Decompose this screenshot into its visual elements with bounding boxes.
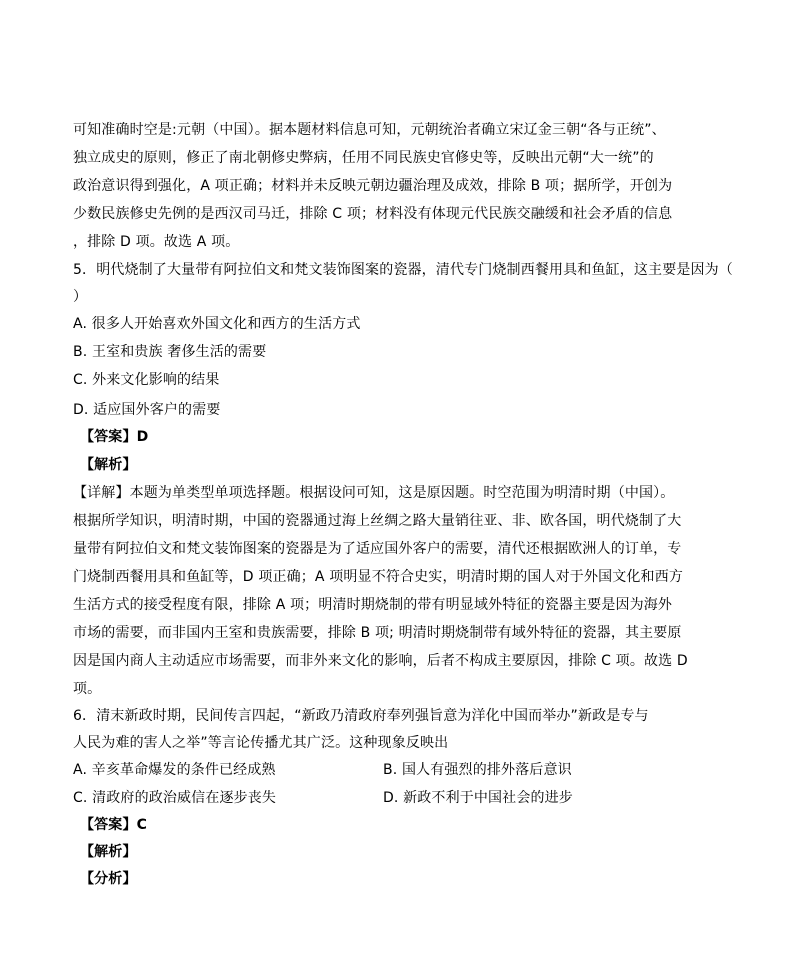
option-b: B. 王室和贵族 奢侈生活的需要: [73, 344, 267, 360]
detail-line: 根据所学知识，明清时期，中国的瓷器通过海上丝绸之路大量销往亚、非、欧各国，明代烧制了大: [73, 513, 682, 529]
option-d: D. 新政不利于中国社会的进步: [383, 790, 573, 806]
question-stem: 人民为难的害人之举”等言论传播尤其广泛。这种现象反映出: [73, 735, 449, 751]
detail-line: 门烧制西餐用具和鱼缸等，D 项正确；A 项明显不符合史实，明清时期的国人对于外国文化和西方: [73, 569, 684, 585]
fenxi-label: 【分析】: [80, 871, 137, 887]
detail-line: 市场的需要，而非国内王室和贵族需要，排除 B 项; 明清时期烧制带有域外特征的瓷器，其主要原: [73, 625, 682, 641]
answer-label: 【答案】D: [80, 429, 149, 445]
detail-line: 生活方式的接受程度有限，排除 A 项；明清时期烧制的带有明显域外特征的瓷器主要是因为海外: [73, 597, 673, 613]
analysis-label: 【解析】: [80, 457, 137, 473]
question-stem: 5．明代烧制了大量带有阿拉伯文和梵文装饰图案的瓷器，清代专门烧制西餐用具和鱼缸，这主要是因为（: [73, 262, 733, 278]
text-line: 少数民族修史先例的是西汉司马迁，排除 C 项；材料没有体现元代民族交融缓和社会矛盾的信息: [73, 206, 673, 222]
text-line: ，排除 D 项。故选 A 项。: [73, 234, 240, 250]
option-c: C. 清政府的政治威信在逐步丧失: [73, 790, 277, 806]
question-stem: ）: [73, 289, 88, 305]
detail-line: 项。: [73, 681, 102, 697]
option-b: B. 国人有强烈的排外落后意识: [383, 762, 572, 778]
option-d: D. 适应国外客户的需要: [73, 402, 221, 418]
option-a: A. 辛亥革命爆发的条件已经成熟: [73, 762, 276, 778]
text-line: 可知准确时空是:元朝（中国）。据本题材料信息可知，元朝统治者确立宋辽金三朝“各与正统”、: [73, 122, 666, 138]
question-stem: 6．清末新政时期，民间传言四起，“新政乃清政府奉列强旨意为洋化中国而举办”新政是专与: [73, 708, 649, 724]
detail-line: 量带有阿拉伯文和梵文装饰图案的瓷器是为了适应国外客户的需要，清代还根据欧洲人的订单，专: [73, 541, 682, 557]
analysis-label: 【解析】: [80, 844, 137, 860]
detail-line: 因是国内商人主动适应市场需要，而非外来文化的影响，后者不构成主要原因，排除 C 项。故选 D: [73, 653, 688, 669]
answer-label: 【答案】C: [80, 817, 148, 833]
text-line: 独立成史的原则，修正了南北朝修史弊病，任用不同民族史官修史等，反映出元朝“大一统”的: [73, 150, 654, 166]
text-line: 政治意识得到强化，A 项正确；材料并未反映元朝边疆治理及成效，排除 B 项；据所学，开创为: [73, 178, 673, 194]
option-a: A. 很多人开始喜欢外国文化和西方的生活方式: [73, 316, 361, 332]
detail-line: 【详解】本题为单类型单项选择题。根据设问可知，这是原因题。时空范围为明清时期（中国）。: [73, 485, 675, 501]
option-c: C. 外来文化影响的结果: [73, 372, 220, 388]
